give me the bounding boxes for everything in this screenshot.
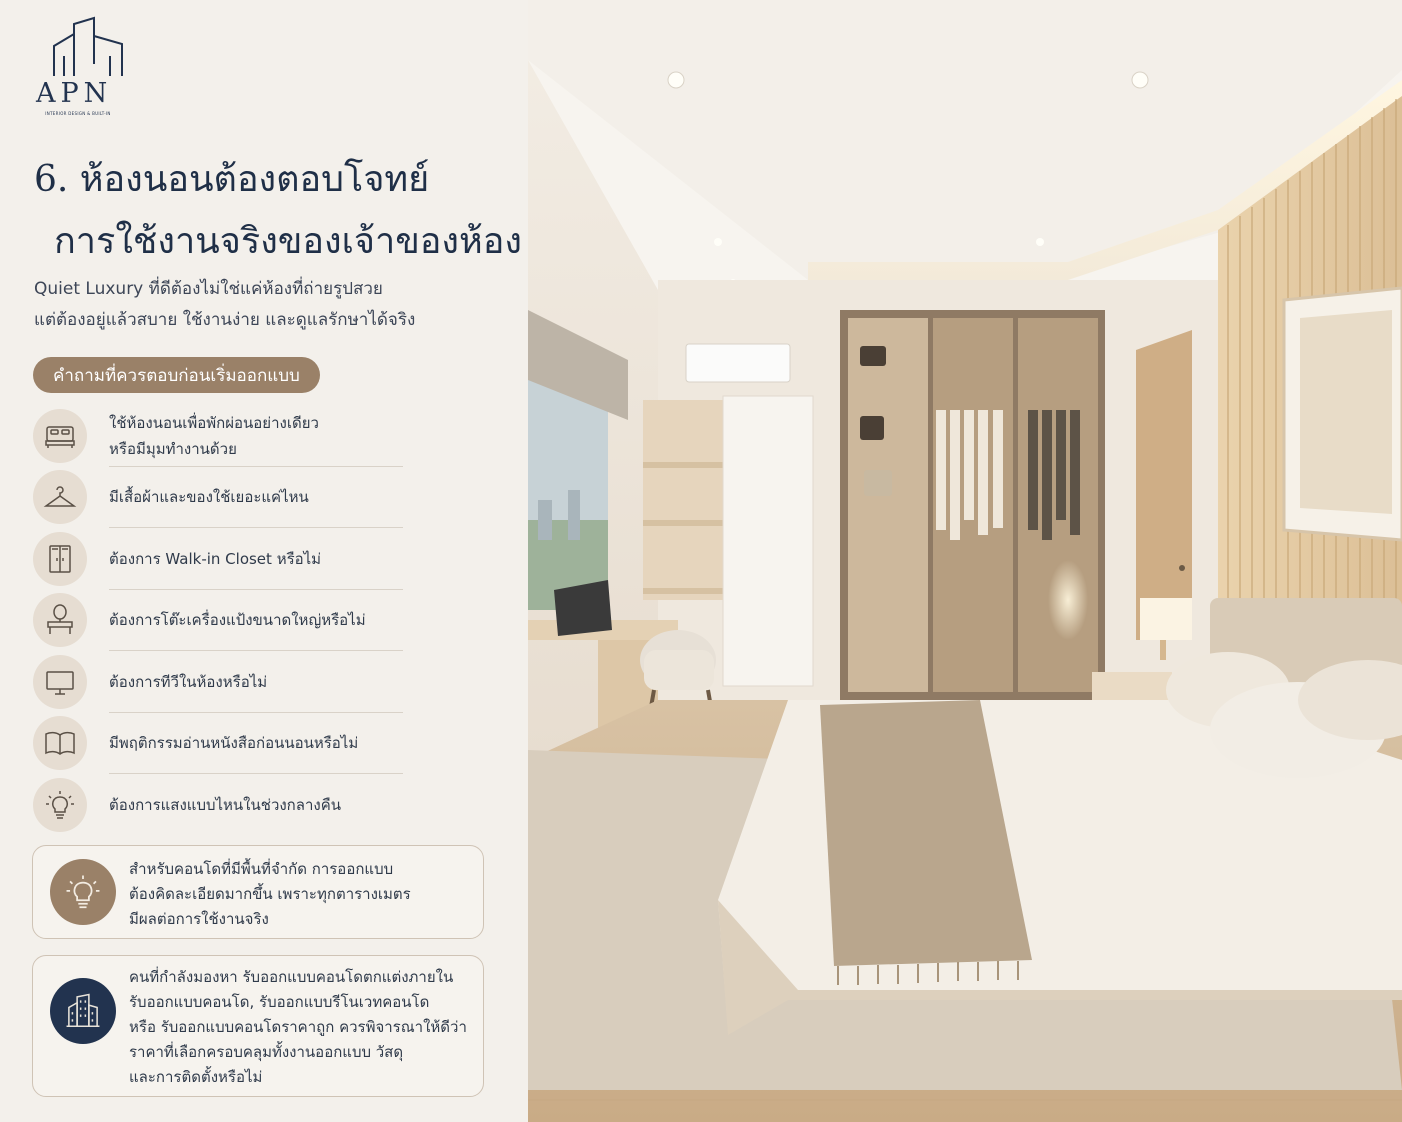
list-item — [33, 651, 405, 713]
question-text: ใช้ห้องนอนเพื่อพักผ่อนอย่างเดียว — [109, 413, 319, 432]
lightbulb-icon — [50, 859, 116, 925]
section-pill: คำถามที่ควรตอบก่อนเริ่มออกแบบ — [33, 357, 320, 393]
question-text: ต้องการ Walk-in Closet หรือไม่ — [109, 549, 322, 568]
tip-text: ต้องคิดละเอียดมากขึ้น เพราะทุกตารางเมตร — [129, 885, 411, 903]
question-text: ต้องการทีวีในห้องหรือไม่ — [109, 672, 268, 691]
question-text: มีเสื้อผ้าและของใช้เยอะแค่ไหน — [109, 488, 309, 507]
lightbulb-icon — [33, 778, 87, 832]
list-item — [33, 713, 405, 775]
info-text: หรือ รับออกแบบคอนโดราคาถูก ควรพิจารณาให้ดีว่า — [129, 1018, 467, 1036]
closet-icon — [33, 532, 87, 586]
question-text: มีพฤติกรรมอ่านหนังสือก่อนนอนหรือไม่ — [109, 734, 359, 753]
building-icon — [50, 978, 116, 1044]
tip-text: มีผลต่อการใช้งานจริง — [129, 910, 269, 928]
tip-box — [32, 845, 484, 939]
vanity-icon — [33, 593, 87, 647]
list-item — [33, 528, 405, 590]
building-logo-icon — [50, 16, 130, 80]
tip-text: สำหรับคอนโดที่มีพื้นที่จำกัด การออกแบบ — [129, 860, 394, 878]
apn-logo — [30, 16, 130, 116]
info-text: และการติดตั้งหรือไม่ — [129, 1068, 263, 1086]
question-text: หรือมีมุมทำงานด้วย — [109, 439, 237, 458]
logo-tagline: INTERIOR DESIGN & BUILT-IN — [45, 111, 111, 116]
list-item — [33, 590, 405, 652]
page-title-line1: 6. ห้องนอนต้องตอบโจทย์ — [34, 159, 430, 200]
question-text: ต้องการแสงแบบไหนในช่วงกลางคืน — [109, 795, 341, 814]
list-item — [33, 774, 405, 836]
hanger-icon — [33, 470, 87, 524]
list-item — [33, 405, 405, 467]
question-list — [33, 405, 405, 836]
bedroom-illustration — [528, 0, 1402, 1122]
info-panel — [0, 0, 528, 1122]
subtitle-line2: แต่ต้องอยู่แล้วสบาย ใช้งานง่าย และดูแลรักษาได้จริง — [34, 310, 416, 330]
info-text: ราคาที่เลือกครอบคลุมทั้งงานออกแบบ วัสดุ — [129, 1043, 404, 1061]
logo-brand-text: APN — [36, 78, 113, 109]
tv-icon — [33, 655, 87, 709]
subtitle-line1: Quiet Luxury ที่ดีต้องไม่ใช่แค่ห้องที่ถ่ายรูปสวย — [34, 279, 383, 299]
page-title-line2: การใช้งานจริงของเจ้าของห้อง — [54, 221, 522, 262]
info-text: รับออกแบบคอนโด, รับออกแบบรีโนเวทคอนโด — [129, 993, 430, 1011]
bed-icon — [33, 409, 87, 463]
bedroom-photo — [528, 0, 1402, 1122]
question-text: ต้องการโต๊ะเครื่องแป้งขนาดใหญ่หรือไม่ — [109, 611, 366, 630]
info-text: คนที่กำลังมองหา รับออกแบบคอนโดตกแต่งภายใน — [129, 968, 454, 986]
list-item — [33, 467, 405, 529]
info-box — [32, 955, 484, 1097]
book-icon — [33, 716, 87, 770]
